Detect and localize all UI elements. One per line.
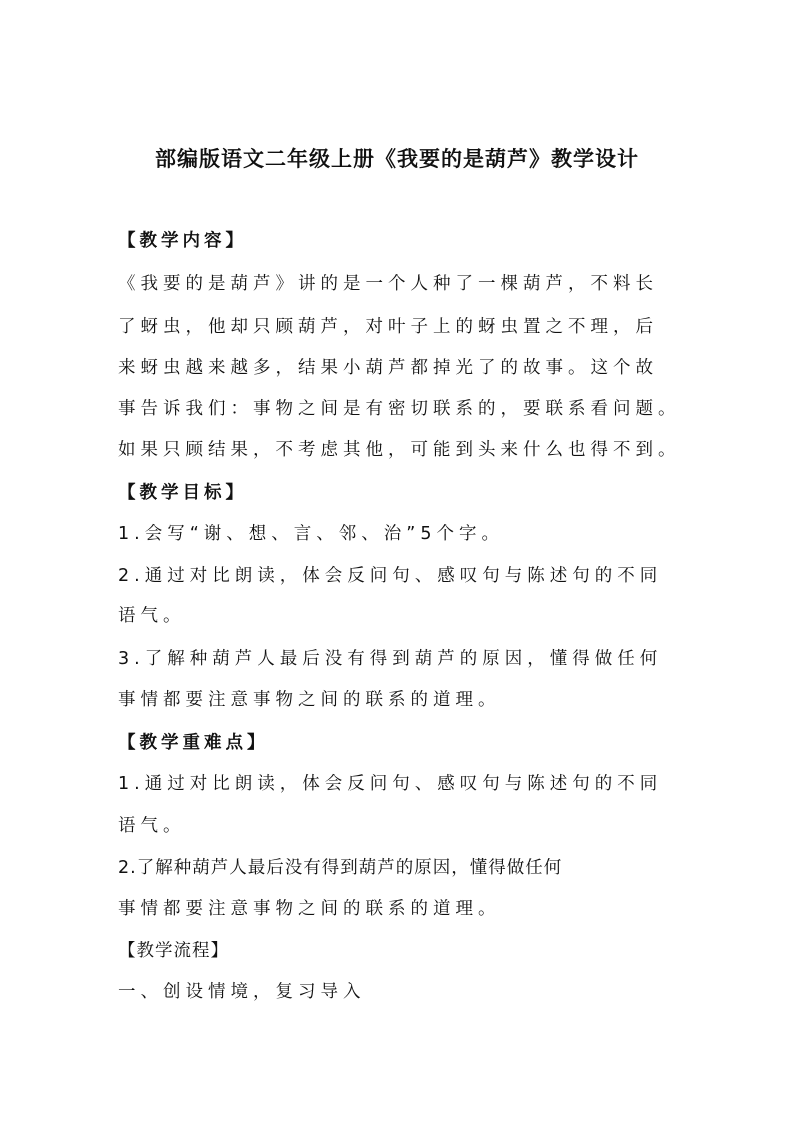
- content-line-2: 了蚜虫，他却只顾葫芦，对叶子上的蚜虫置之不理，后: [118, 317, 658, 337]
- heading-teaching-content: 【教学内容】: [118, 231, 247, 251]
- goal-line-2: 2.通过对比朗读，体会反问句、感叹句与陈述句的不同: [118, 566, 663, 586]
- goal-line-1: 1.会写“谢、想、言、邻、治”5个字。: [118, 524, 504, 544]
- goal-line-3: 语气。: [118, 606, 186, 626]
- key-point-line-4: 事情都要注意事物之间的联系的道理。: [118, 899, 501, 919]
- key-point-line-2: 语气。: [118, 816, 186, 836]
- heading-key-points: 【教学重难点】: [118, 733, 269, 753]
- process-line-1: 一、创设情境，复习导入: [118, 982, 366, 1002]
- key-point-line-3: 2.了解种葫芦人最后没有得到葫芦的原因，懂得做任何: [118, 858, 563, 878]
- content-line-4: 事告诉我们：事物之间是有密切联系的，要联系看问题。: [118, 399, 681, 419]
- content-line-1: 《我要的是葫芦》讲的是一个人种了一棵葫芦，不料长: [118, 274, 658, 294]
- key-point-line-1: 1.通过对比朗读，体会反问句、感叹句与陈述句的不同: [118, 774, 663, 794]
- document-title: 部编版语文二年级上册《我要的是葫芦》教学设计: [155, 147, 639, 171]
- content-line-5: 如果只顾结果，不考虑其他，可能到头来什么也得不到。: [118, 440, 681, 460]
- heading-teaching-goals: 【教学目标】: [118, 483, 247, 503]
- content-line-3: 来蚜虫越来越多，结果小葫芦都掉光了的故事。这个故: [118, 358, 658, 378]
- goal-line-4: 3.了解种葫芦人最后没有得到葫芦的原因，懂得做任何: [118, 649, 663, 669]
- heading-teaching-process: 【教学流程】: [118, 941, 229, 961]
- goal-line-5: 事情都要注意事物之间的联系的道理。: [118, 690, 501, 710]
